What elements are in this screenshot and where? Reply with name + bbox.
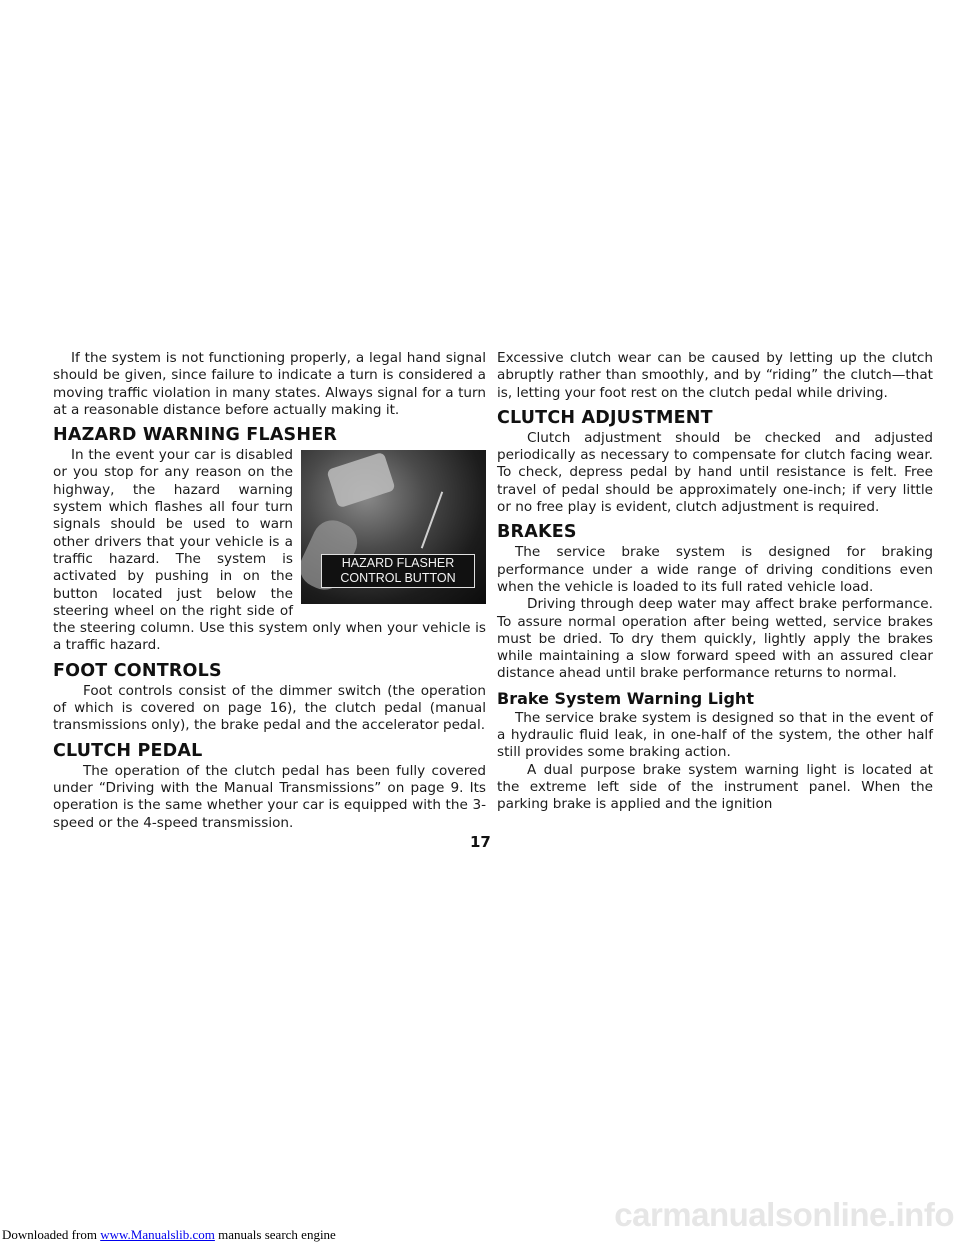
clutch-adjustment-heading: CLUTCH ADJUSTMENT <box>497 407 713 428</box>
clutch-pedal-paragraph: The operation of the clutch pedal has been fully covered under “Driving with the Manual Transmissions” on page 9. Its operation is the same whether your car is equipped with the 3-speed or the 4-speed transmission. <box>53 762 486 831</box>
watermark: carmanualsonline.info <box>614 1196 954 1233</box>
photo-caption <box>321 554 475 588</box>
clutch-pedal-heading: CLUTCH PEDAL <box>53 740 203 761</box>
photo-caption-line2: CONTROL BUTTON <box>340 571 456 586</box>
footer-prefix: Downloaded from <box>2 1227 101 1242</box>
warning-light-heading: Brake System Warning Light <box>497 688 754 708</box>
right-column <box>497 350 933 814</box>
foot-controls-paragraph: Foot controls consist of the dimmer switch (the operation of which is covered on page 16), the clutch pedal (manual transmissions only), the brake pedal and the accelerator pedal. <box>53 682 486 734</box>
steering-column-shape <box>326 452 395 509</box>
hazard-heading: HAZARD WARNING FLASHER <box>53 425 338 446</box>
footer-suffix: manuals search engine <box>214 1227 336 1242</box>
brakes-paragraph-1: The service brake system is designed for braking performance under a wide range of driving conditions even when the vehicle is loaded to its full rated vehicle load. <box>497 544 933 595</box>
brakes-heading: BRAKES <box>497 522 577 543</box>
photo-caption-line1: HAZARD FLASHER <box>341 556 455 571</box>
hazard-flasher-photo <box>301 450 486 604</box>
clutch-wear-paragraph: Excessive clutch wear can be caused by letting up the clutch abruptly rather than smoothly, and by “riding” the clutch—that is, letting your foot rest on the clutch pedal while driving. <box>497 350 933 401</box>
clutch-adjustment-paragraph: Clutch adjustment should be checked and adjusted periodically as necessary to compensate for clutch facing wear. To check, depress pedal by hand until resistance is felt. Free travel of pedal should be approximately one-inch; if very little or no free play is evident, clutch adjustment is required. <box>497 429 933 516</box>
warning-light-paragraph-1: The service brake system is designed so that in the event of a hydraulic fluid leak, in one-half of the system, the other half still provides some braking action. <box>497 709 933 761</box>
foot-controls-heading: FOOT CONTROLS <box>53 660 222 681</box>
intro-paragraph: If the system is not functioning properly, a legal hand signal should be given, since failure to indicate a turn is considered a moving traffic violation in many states. Always signal for a turn at a reasonable distance before actually making it. <box>53 350 486 418</box>
warning-light-paragraph-2: A dual purpose brake system warning light is located at the extreme left side of the instrument panel. When the parking brake is applied and the ignition <box>497 761 933 813</box>
brakes-paragraph-2: Driving through deep water may affect brake performance. To assure normal operation after being wetted, service brakes must be dried. To dry them quickly, lightly apply the brakes while maintaining a slow forward speed with an assured clear distance ahead until brake performance returns to normal. <box>497 596 933 682</box>
pointer-line <box>421 492 443 549</box>
hazard-paragraph: In the event your car is disabled or you stop for any reason on the highway, the hazard warning system which flashes all four turn signals should be used to warn other drivers that your vehicle is a traffic hazard. The system is activated by pushing in on the button located just below the steering wheel on the right side of the steering column. Use this system only when your vehicle is a traffic hazard. <box>53 447 486 654</box>
left-column <box>53 350 486 832</box>
manualslib-link[interactable]: www.Manualslib.com <box>100 1227 215 1242</box>
page-number: 17 <box>470 833 491 851</box>
download-footer <box>2 1227 336 1243</box>
